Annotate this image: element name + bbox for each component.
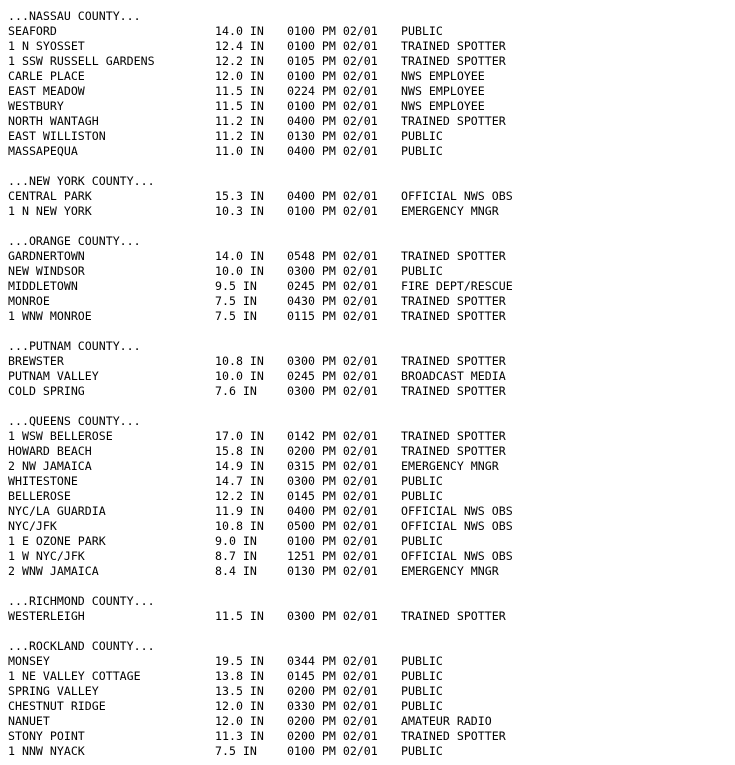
location-cell: CARLE PLACE — [8, 69, 85, 83]
report-time-cell: 0400 PM 02/01 — [287, 114, 378, 128]
observation-row — [8, 504, 513, 519]
report-source-cell: OFFICIAL NWS OBS — [401, 519, 513, 533]
report-time-cell: 0100 PM 02/01 — [287, 39, 378, 53]
observation-row — [8, 369, 513, 384]
location-cell: 1 NE VALLEY COTTAGE — [8, 669, 141, 683]
observation-row — [8, 84, 513, 99]
report-source-cell: PUBLIC — [401, 684, 443, 698]
observation-row — [8, 654, 513, 669]
report-source-cell: PUBLIC — [401, 144, 443, 158]
report-source-cell: EMERGENCY MNGR — [401, 459, 499, 473]
observation-row — [8, 264, 513, 279]
report-time-cell: 0200 PM 02/01 — [287, 714, 378, 728]
report-time-cell: 0330 PM 02/01 — [287, 699, 378, 713]
report-time-cell: 0344 PM 02/01 — [287, 654, 378, 668]
observation-row — [8, 129, 513, 144]
report-time-cell: 0224 PM 02/01 — [287, 84, 378, 98]
location-cell: COLD SPRING — [8, 384, 85, 398]
report-time-cell: 0300 PM 02/01 — [287, 609, 378, 623]
snowfall-amount-cell: 10.0 IN — [215, 264, 264, 278]
report-source-cell: TRAINED SPOTTER — [401, 294, 506, 308]
county-header: ...NASSAU COUNTY... — [8, 9, 141, 23]
report-source-cell: TRAINED SPOTTER — [401, 39, 506, 53]
report-source-cell: PUBLIC — [401, 264, 443, 278]
observation-row — [8, 744, 513, 759]
observation-row — [8, 534, 513, 549]
location-cell: SPRING VALLEY — [8, 684, 99, 698]
snowfall-amount-cell: 12.0 IN — [215, 714, 264, 728]
snowfall-amount-cell: 9.5 IN — [215, 279, 257, 293]
report-time-cell: 0400 PM 02/01 — [287, 189, 378, 203]
observation-row — [8, 699, 513, 714]
location-cell: 1 N SYOSSET — [8, 39, 85, 53]
observation-row — [8, 204, 513, 219]
snowfall-amount-cell: 19.5 IN — [215, 654, 264, 668]
snowfall-amount-cell: 12.2 IN — [215, 489, 264, 503]
report-source-cell: PUBLIC — [401, 24, 443, 38]
location-cell: MIDDLETOWN — [8, 279, 78, 293]
location-cell: PUTNAM VALLEY — [8, 369, 99, 383]
snowfall-amount-cell: 12.4 IN — [215, 39, 264, 53]
observation-row — [8, 114, 513, 129]
snowfall-amount-cell: 13.5 IN — [215, 684, 264, 698]
observation-row — [8, 444, 513, 459]
snowfall-amount-cell: 11.5 IN — [215, 99, 264, 113]
observation-row — [8, 39, 513, 54]
report-source-cell: OFFICIAL NWS OBS — [401, 549, 513, 563]
blank-line — [8, 579, 513, 594]
report-source-cell: PUBLIC — [401, 129, 443, 143]
report-time-cell: 0300 PM 02/01 — [287, 474, 378, 488]
county-header: ...ROCKLAND COUNTY... — [8, 639, 155, 653]
blank-line — [8, 219, 513, 234]
observation-row — [8, 384, 513, 399]
snowfall-amount-cell: 14.0 IN — [215, 24, 264, 38]
location-cell: EAST WILLISTON — [8, 129, 106, 143]
observation-row — [8, 99, 513, 114]
report-source-cell: NWS EMPLOYEE — [401, 69, 485, 83]
observation-row — [8, 729, 513, 744]
location-cell: WESTBURY — [8, 99, 64, 113]
location-cell: SEAFORD — [8, 24, 57, 38]
snowfall-report — [8, 9, 513, 759]
report-time-cell: 0145 PM 02/01 — [287, 489, 378, 503]
report-time-cell: 0100 PM 02/01 — [287, 69, 378, 83]
report-time-cell: 0100 PM 02/01 — [287, 744, 378, 758]
observation-row — [8, 249, 513, 264]
location-cell: MONSEY — [8, 654, 50, 668]
report-source-cell: TRAINED SPOTTER — [401, 114, 506, 128]
snowfall-amount-cell: 11.5 IN — [215, 609, 264, 623]
snowfall-amount-cell: 7.6 IN — [215, 384, 257, 398]
observation-row — [8, 69, 513, 84]
report-source-cell: EMERGENCY MNGR — [401, 564, 499, 578]
report-time-cell: 0100 PM 02/01 — [287, 99, 378, 113]
snowfall-amount-cell: 10.8 IN — [215, 519, 264, 533]
report-source-cell: TRAINED SPOTTER — [401, 429, 506, 443]
snowfall-amount-cell: 10.0 IN — [215, 369, 264, 383]
location-cell: MASSAPEQUA — [8, 144, 78, 158]
report-time-cell: 0245 PM 02/01 — [287, 279, 378, 293]
snowfall-amount-cell: 7.5 IN — [215, 744, 257, 758]
report-source-cell: PUBLIC — [401, 489, 443, 503]
report-source-cell: TRAINED SPOTTER — [401, 354, 506, 368]
location-cell: CENTRAL PARK — [8, 189, 92, 203]
report-time-cell: 0115 PM 02/01 — [287, 309, 378, 323]
location-cell: 1 SSW RUSSELL GARDENS — [8, 54, 155, 68]
observation-row — [8, 549, 513, 564]
report-time-cell: 0200 PM 02/01 — [287, 444, 378, 458]
report-source-cell: PUBLIC — [401, 534, 443, 548]
snowfall-amount-cell: 14.9 IN — [215, 459, 264, 473]
county-header: ...RICHMOND COUNTY... — [8, 594, 155, 608]
report-source-cell: AMATEUR RADIO — [401, 714, 492, 728]
snowfall-amount-cell: 15.8 IN — [215, 444, 264, 458]
report-source-cell: PUBLIC — [401, 654, 443, 668]
county-header: ...QUEENS COUNTY... — [8, 414, 141, 428]
report-time-cell: 0142 PM 02/01 — [287, 429, 378, 443]
observation-row — [8, 609, 513, 624]
snowfall-amount-cell: 9.0 IN — [215, 534, 257, 548]
snowfall-amount-cell: 12.0 IN — [215, 69, 264, 83]
county-header: ...PUTNAM COUNTY... — [8, 339, 141, 353]
report-source-cell: TRAINED SPOTTER — [401, 309, 506, 323]
observation-row — [8, 189, 513, 204]
observation-row — [8, 714, 513, 729]
report-time-cell: 0400 PM 02/01 — [287, 504, 378, 518]
report-source-cell: BROADCAST MEDIA — [401, 369, 506, 383]
snowfall-amount-cell: 17.0 IN — [215, 429, 264, 443]
report-time-cell: 0130 PM 02/01 — [287, 129, 378, 143]
report-time-cell: 0548 PM 02/01 — [287, 249, 378, 263]
snowfall-amount-cell: 11.2 IN — [215, 129, 264, 143]
report-source-cell: TRAINED SPOTTER — [401, 54, 506, 68]
location-cell: 2 WNW JAMAICA — [8, 564, 99, 578]
county-header: ...ORANGE COUNTY... — [8, 234, 141, 248]
snowfall-amount-cell: 11.2 IN — [215, 114, 264, 128]
snowfall-amount-cell: 11.5 IN — [215, 84, 264, 98]
snowfall-amount-cell: 7.5 IN — [215, 309, 257, 323]
blank-line — [8, 159, 513, 174]
snowfall-amount-cell: 7.5 IN — [215, 294, 257, 308]
snowfall-amount-cell: 8.7 IN — [215, 549, 257, 563]
location-cell: 1 NNW NYACK — [8, 744, 85, 758]
observation-row — [8, 279, 513, 294]
location-cell: 2 NW JAMAICA — [8, 459, 92, 473]
report-time-cell: 0200 PM 02/01 — [287, 729, 378, 743]
location-cell: WESTERLEIGH — [8, 609, 85, 623]
snowfall-amount-cell: 12.2 IN — [215, 54, 264, 68]
location-cell: STONY POINT — [8, 729, 85, 743]
blank-line — [8, 624, 513, 639]
report-source-cell: PUBLIC — [401, 669, 443, 683]
location-cell: 1 WSW BELLEROSE — [8, 429, 113, 443]
location-cell: NYC/LA GUARDIA — [8, 504, 106, 518]
observation-row — [8, 669, 513, 684]
report-time-cell: 0300 PM 02/01 — [287, 264, 378, 278]
location-cell: MONROE — [8, 294, 50, 308]
report-source-cell: PUBLIC — [401, 699, 443, 713]
location-cell: WHITESTONE — [8, 474, 78, 488]
report-source-cell: TRAINED SPOTTER — [401, 729, 506, 743]
report-time-cell: 0145 PM 02/01 — [287, 669, 378, 683]
location-cell: HOWARD BEACH — [8, 444, 92, 458]
snowfall-amount-cell: 10.3 IN — [215, 204, 264, 218]
blank-line — [8, 399, 513, 414]
observation-row — [8, 459, 513, 474]
observation-row — [8, 24, 513, 39]
report-source-cell: TRAINED SPOTTER — [401, 384, 506, 398]
report-source-cell: EMERGENCY MNGR — [401, 204, 499, 218]
snowfall-amount-cell: 13.8 IN — [215, 669, 264, 683]
location-cell: CHESTNUT RIDGE — [8, 699, 106, 713]
observation-row — [8, 294, 513, 309]
blank-line — [8, 324, 513, 339]
snowfall-amount-cell: 12.0 IN — [215, 699, 264, 713]
report-time-cell: 0400 PM 02/01 — [287, 144, 378, 158]
report-time-cell: 0100 PM 02/01 — [287, 24, 378, 38]
report-source-cell: PUBLIC — [401, 744, 443, 758]
snowfall-amount-cell: 11.3 IN — [215, 729, 264, 743]
report-time-cell: 0315 PM 02/01 — [287, 459, 378, 473]
location-cell: NANUET — [8, 714, 50, 728]
snowfall-amount-cell: 10.8 IN — [215, 354, 264, 368]
report-time-cell: 0100 PM 02/01 — [287, 204, 378, 218]
report-source-cell: TRAINED SPOTTER — [401, 444, 506, 458]
location-cell: BREWSTER — [8, 354, 64, 368]
location-cell: GARDNERTOWN — [8, 249, 85, 263]
location-cell: EAST MEADOW — [8, 84, 85, 98]
report-time-cell: 1251 PM 02/01 — [287, 549, 378, 563]
location-cell: 1 N NEW YORK — [8, 204, 92, 218]
snowfall-amount-cell: 14.7 IN — [215, 474, 264, 488]
report-time-cell: 0300 PM 02/01 — [287, 354, 378, 368]
snowfall-amount-cell: 11.0 IN — [215, 144, 264, 158]
observation-row — [8, 144, 513, 159]
report-source-cell: OFFICIAL NWS OBS — [401, 504, 513, 518]
report-source-cell: FIRE DEPT/RESCUE — [401, 279, 513, 293]
observation-row — [8, 429, 513, 444]
observation-row — [8, 564, 513, 579]
observation-row — [8, 684, 513, 699]
snowfall-amount-cell: 8.4 IN — [215, 564, 257, 578]
report-source-cell: OFFICIAL NWS OBS — [401, 189, 513, 203]
location-cell: NYC/JFK — [8, 519, 57, 533]
snowfall-amount-cell: 14.0 IN — [215, 249, 264, 263]
observation-row — [8, 519, 513, 534]
report-time-cell: 0130 PM 02/01 — [287, 564, 378, 578]
report-time-cell: 0200 PM 02/01 — [287, 684, 378, 698]
snowfall-amount-cell: 15.3 IN — [215, 189, 264, 203]
location-cell: NEW WINDSOR — [8, 264, 85, 278]
report-source-cell: PUBLIC — [401, 474, 443, 488]
location-cell: 1 W NYC/JFK — [8, 549, 85, 563]
report-time-cell: 0300 PM 02/01 — [287, 384, 378, 398]
report-time-cell: 0105 PM 02/01 — [287, 54, 378, 68]
snowfall-amount-cell: 11.9 IN — [215, 504, 264, 518]
location-cell: 1 WNW MONROE — [8, 309, 92, 323]
report-source-cell: TRAINED SPOTTER — [401, 249, 506, 263]
report-time-cell: 0245 PM 02/01 — [287, 369, 378, 383]
location-cell: BELLEROSE — [8, 489, 71, 503]
observation-row — [8, 309, 513, 324]
report-time-cell: 0100 PM 02/01 — [287, 534, 378, 548]
report-time-cell: 0500 PM 02/01 — [287, 519, 378, 533]
report-source-cell: TRAINED SPOTTER — [401, 609, 506, 623]
observation-row — [8, 354, 513, 369]
location-cell: NORTH WANTAGH — [8, 114, 99, 128]
observation-row — [8, 474, 513, 489]
observation-row — [8, 489, 513, 504]
report-time-cell: 0430 PM 02/01 — [287, 294, 378, 308]
observation-row — [8, 54, 513, 69]
location-cell: 1 E OZONE PARK — [8, 534, 106, 548]
report-source-cell: NWS EMPLOYEE — [401, 84, 485, 98]
report-source-cell: NWS EMPLOYEE — [401, 99, 485, 113]
county-header: ...NEW YORK COUNTY... — [8, 174, 155, 188]
